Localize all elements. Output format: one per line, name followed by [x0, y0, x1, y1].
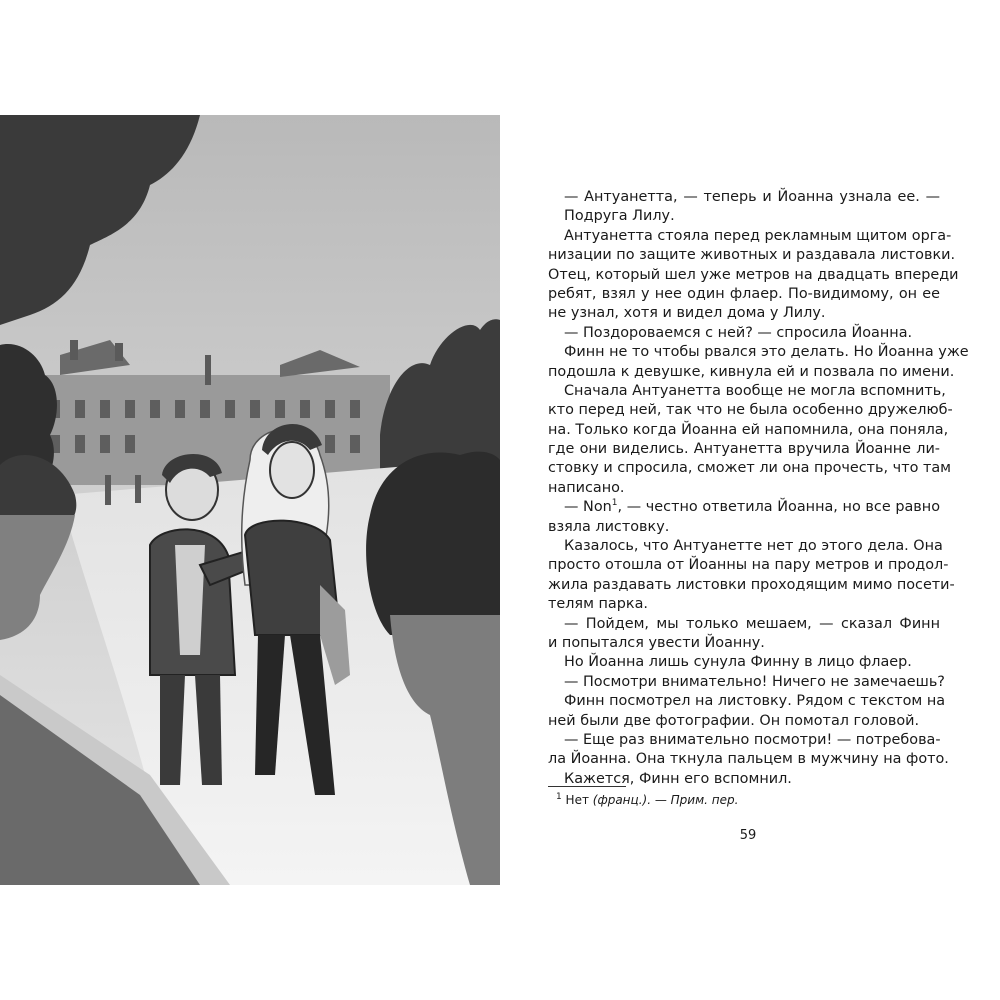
text-line [548, 498, 940, 517]
distant-figure [105, 475, 111, 505]
text-line: взяла листовку. [548, 518, 670, 535]
distant-figure [135, 475, 141, 503]
bush-right [366, 452, 500, 635]
text-line: на. Только когда Йоанна ей напомнила, она поняла, [548, 421, 949, 438]
illustration-svg [0, 115, 500, 885]
text-line: — Посмотри внимательно! Ничего не замечаешь? [564, 673, 945, 690]
text-line: низации по защите животных и раздавала листовки. [548, 247, 956, 264]
footnote-text: (франц.). [592, 793, 652, 807]
footnote-marker: 1 [556, 792, 562, 802]
text-line: жила раздавать листовки проходящим мимо посети- [548, 576, 955, 593]
text-line: Подруга Лилу. [564, 208, 675, 225]
text-line: ла Йоанна. Она ткнула пальцем в мужчину на фото. [548, 751, 949, 768]
text-line: кто перед ней, так что не была особенно дружелюб- [548, 402, 953, 419]
text-line: Сначала Антуанетта вообще не могла вспомнить, [564, 382, 946, 399]
text-line: где они виделись. Антуанетта вручила Йоанне ли- [548, 441, 940, 458]
footnote-text: Прим. пер. [670, 793, 739, 807]
text-line: Кажется, Финн его вспомнил. [564, 770, 792, 787]
page-number: 59 [739, 828, 757, 843]
footnote [556, 792, 738, 808]
text-line: Отец, который шел уже метров на двадцать впереди [548, 266, 959, 283]
text-line: — Антуанетта, — теперь и Йоанна узнала ее. — [564, 189, 940, 205]
footnote-marker: 1 [611, 498, 618, 509]
text-line: подошла к девушке, кивнула ей и позвала по имени. [548, 363, 955, 380]
park-illustration [0, 115, 500, 885]
footnote-divider [548, 786, 626, 787]
text-line: — Пойдем, мы только мешаем, — сказал Финн [564, 615, 940, 632]
body-text [548, 188, 969, 789]
text-line: — Поздороваемся с ней? — спросила Йоанна. [564, 324, 913, 341]
text-line: — Еще раз внимательно посмотри! — потребова- [564, 731, 941, 748]
footnote-text: Нет [561, 793, 593, 807]
text-line: стовку и спросила, сможет ли она прочесть, что там [548, 460, 952, 477]
text-line: Финн не то чтобы рвался это делать. Но Йоанна уже [564, 344, 969, 361]
text-line: Антуанетта стояла перед рекламным щитом орга- [564, 227, 952, 244]
text-line-part: — Non [564, 499, 612, 516]
text-line: ней были две фотографии. Он помотал головой. [548, 712, 920, 729]
text-line: Казалось, что Антуанетте нет до этого дела. Она [564, 538, 943, 555]
text-line: ребят, взял у нее один флаер. По-видимому, он ее [548, 285, 940, 302]
text-line: телям парка. [548, 596, 648, 613]
text-line: и попытался увести Йоанну. [548, 634, 765, 651]
text-line: просто отошла от Йоанны на пару метров и продол- [548, 557, 949, 574]
text-line: написано. [548, 479, 625, 496]
text-line-part: , — честно ответила Йоанна, но все равно [617, 499, 940, 516]
footnote-text: — [651, 793, 671, 807]
text-line: Но Йоанна лишь сунула Финну в лицо флаер. [564, 654, 912, 671]
text-line: не узнал, хотя и видел дома у Лилу. [548, 305, 826, 322]
text-line: Финн посмотрел на листовку. Рядом с текстом на [564, 693, 946, 710]
